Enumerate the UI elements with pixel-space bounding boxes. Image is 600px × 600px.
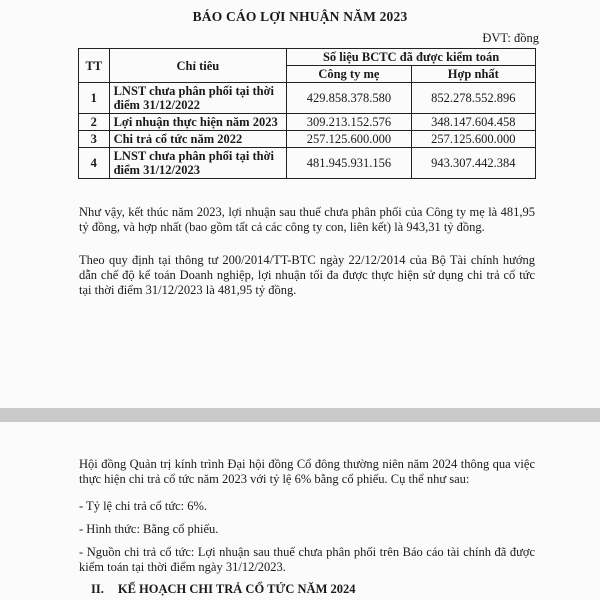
table-row bbox=[79, 83, 536, 114]
table-row bbox=[79, 131, 536, 148]
col-indicator-header: Chỉ tiêu bbox=[109, 49, 287, 83]
col-consolidated-header: Hợp nhất bbox=[411, 66, 535, 83]
profit-table bbox=[78, 48, 536, 179]
proposal-intro: Hội đồng Quản trị kính trình Đại hội đồng Cổ đông thường niên năm 2024 thông qua việc thực hiện chi trả cổ tức năm 2023 với tỷ lệ 6% bằng cổ phiếu. Cụ thể như sau: bbox=[79, 457, 535, 486]
unit-label: ĐVT: đồng bbox=[482, 31, 539, 45]
section-title: KẾ HOẠCH CHI TRẢ CỔ TỨC NĂM 2024 bbox=[117, 582, 356, 596]
table-row bbox=[79, 148, 536, 179]
row-parent-value: 309.213.152.576 bbox=[287, 114, 411, 131]
report-title: BÁO CÁO LỢI NHUẬN NĂM 2023 bbox=[192, 9, 408, 24]
row-tt: 2 bbox=[79, 114, 110, 131]
col-parent-header: Công ty mẹ bbox=[287, 66, 411, 83]
row-parent-value: 481.945.931.156 bbox=[287, 148, 411, 179]
row-indicator: LNST chưa phân phối tại thời điểm 31/12/2022 bbox=[109, 83, 287, 114]
row-parent-value: 257.125.600.000 bbox=[287, 131, 411, 148]
col-group-header: Số liệu BCTC đã được kiểm toán bbox=[287, 49, 536, 66]
regulation-paragraph: Theo quy định tại thông tư 200/2014/TT-BTC ngày 22/12/2014 của Bộ Tài chính hướng dẫn chế độ kế toán Doanh nghiệp, lợi nhuận tối đa được thực hiện sử dụng chi trả cổ tức tại thời điểm 31/12/2023 là 481,95 tỷ đồng. bbox=[79, 253, 535, 297]
row-consolidated-value: 257.125.600.000 bbox=[411, 131, 535, 148]
table-header-row bbox=[79, 49, 536, 66]
dividend-source: - Nguồn chi trả cổ tức: Lợi nhuận sau thuế chưa phân phối trên Báo cáo tài chính đã được kiểm toán tại thời điểm ngày 31/12/2023. bbox=[79, 545, 535, 574]
summary-paragraph: Như vậy, kết thúc năm 2023, lợi nhuận sau thuế chưa phân phối của Công ty mẹ là 481,95 tỷ đồng, và hợp nhất (bao gồm tất cả các công ty con, liên kết) là 943,31 tỷ đồng. bbox=[79, 205, 535, 234]
col-tt-header: TT bbox=[79, 49, 110, 83]
section-heading bbox=[91, 582, 356, 597]
table-row bbox=[79, 114, 536, 131]
row-parent-value: 429.858.378.580 bbox=[287, 83, 411, 114]
row-tt: 4 bbox=[79, 148, 110, 179]
row-tt: 3 bbox=[79, 131, 110, 148]
section-number: II. bbox=[91, 582, 104, 596]
dividend-form: - Hình thức: Bằng cổ phiếu. bbox=[79, 522, 219, 536]
row-consolidated-value: 943.307.442.384 bbox=[411, 148, 535, 179]
row-consolidated-value: 348.147.604.458 bbox=[411, 114, 535, 131]
row-indicator: Lợi nhuận thực hiện năm 2023 bbox=[109, 114, 287, 131]
row-consolidated-value: 852.278.552.896 bbox=[411, 83, 535, 114]
row-indicator: Chi trả cổ tức năm 2022 bbox=[109, 131, 287, 148]
row-indicator: LNST chưa phân phối tại thời điểm 31/12/2023 bbox=[109, 148, 287, 179]
row-tt: 1 bbox=[79, 83, 110, 114]
dividend-rate: - Tỷ lệ chi trả cổ tức: 6%. bbox=[79, 499, 208, 513]
